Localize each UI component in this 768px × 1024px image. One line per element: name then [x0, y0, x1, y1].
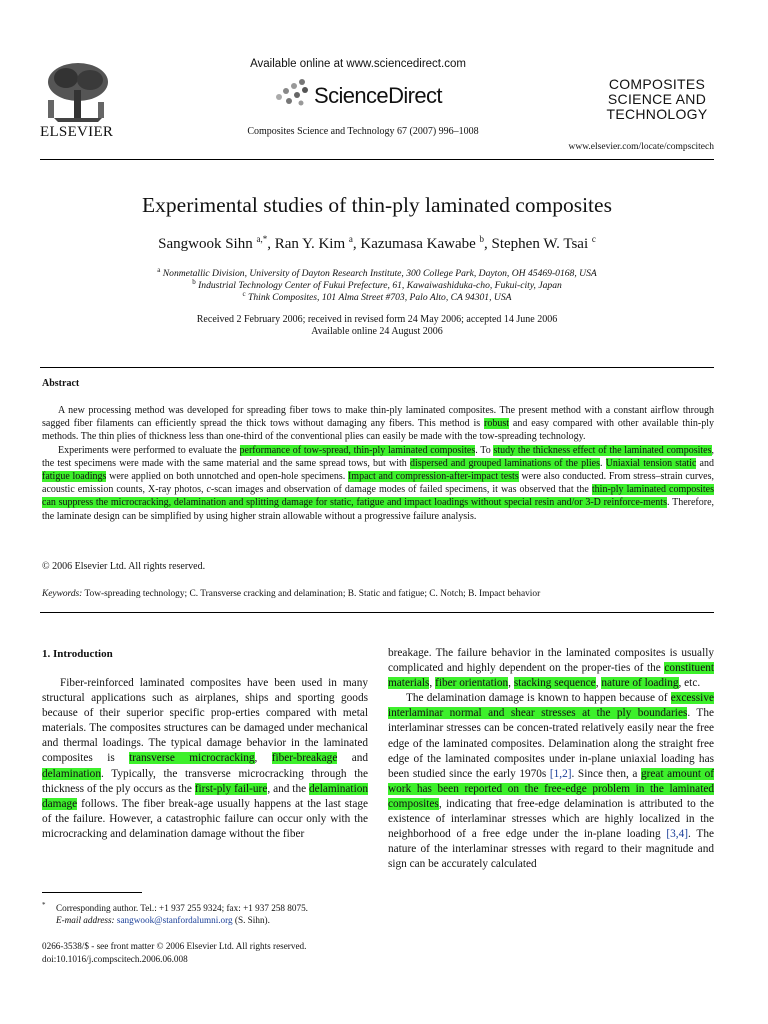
author-affiliation-mark[interactable]: a,* [256, 234, 268, 244]
copyright-notice: © 2006 Elsevier Ltd. All rights reserved. [42, 561, 206, 572]
keywords-text: Tow-spreading technology; C. Transverse cracking and delamination; B. Static and fatigue; C. Notch; B. Impact behavior [82, 589, 541, 599]
text-run: breakage. The failure behavior in the laminated composites is usually complicated and highly dependent on the proper-ties of the [388, 647, 714, 675]
keywords-label: Keywords: [42, 589, 83, 599]
text-run: were also conducted. From stress–strain curves, acoustic emission counts, X-ray photos, [42, 471, 715, 496]
text-run: , the test specimens were made with the same material and the same spread tows, but with [42, 444, 714, 469]
highlighted-phrase: fatigue loadings [42, 471, 107, 483]
author-affiliation-mark[interactable]: c [591, 234, 596, 244]
journal-url-link[interactable]: www.elsevier.com/locate/compscitech [568, 142, 714, 152]
affiliation-mark: c [242, 290, 246, 298]
email-label: E-mail address: [56, 915, 115, 926]
text-run: . [599, 457, 606, 469]
doi-line[interactable]: doi:10.1016/j.compscitech.2006.06.008 [42, 953, 188, 964]
affiliation-mark: b [192, 278, 196, 286]
author-name: Kazumasa Kawabe [360, 236, 476, 252]
abstract-paragraph [42, 404, 714, 444]
abstract-paragraph [42, 444, 714, 523]
keywords [42, 589, 714, 599]
highlighted-phrase: performance of tow-spread, thin-ply laminated composites [239, 444, 476, 456]
left-column [42, 676, 368, 842]
email-suffix: (S. Sihn). [232, 915, 270, 926]
highlighted-phrase: delamination [42, 767, 101, 780]
author-name: Ran Y. Kim [274, 236, 346, 252]
footnote [42, 899, 368, 926]
text-run: and [337, 752, 369, 765]
footnote-corresponding: Corresponding author. Tel.: +1 937 255 9324; fax: +1 937 258 8075. [56, 903, 308, 914]
citation-link[interactable]: [1,2] [549, 767, 572, 780]
journal-citation: Composites Science and Technology 67 (2007) 996–1008 [247, 126, 479, 137]
text-run: A new processing method was developed for spreading fiber tows to make thin-ply laminated composites. The present method with a constant airflow through sagged fiber filaments can efficiently spread the thick tows without damaging any fibers. This method is [42, 405, 714, 430]
author-name: Sangwook Sihn [158, 236, 253, 252]
abstract-divider-top [40, 367, 714, 368]
text-run: . The interlaminar stresses can be concen-trated relatively easily near the free edge of the laminated composites. Delamination along the straight free edge of the laminated composites under in-plane uniaxial loading has been studied since the early 1970s [388, 707, 714, 780]
highlighted-phrase: stacking sequence [513, 677, 596, 690]
section-heading: 1. Introduction [42, 648, 113, 660]
highlighted-phrase: delamination damage [42, 782, 369, 810]
text-run: and [696, 457, 714, 469]
affiliation-text: Think Composites, 101 Alma Street #703, Palo Alto, CA 94301, USA [248, 292, 512, 304]
journal-title [586, 77, 728, 122]
text-run: , [595, 677, 602, 690]
text-run: , and the [267, 782, 310, 795]
affiliation-mark: a [157, 266, 161, 274]
received-dates: Received 2 February 2006; received in revised form 24 May 2006; accepted 14 June 2006 [196, 314, 558, 325]
citation-link[interactable]: [3,4] [666, 828, 689, 841]
abstract-heading: Abstract [42, 378, 80, 389]
footnote-mark: * [42, 901, 46, 909]
author-affiliation-mark[interactable]: b [479, 234, 485, 244]
article-title: Experimental studies of thin-ply laminated composites [142, 193, 612, 217]
text-run: , [429, 677, 436, 690]
journal-title-line: SCIENCE AND [607, 91, 707, 107]
text-run: , etc. [678, 677, 701, 690]
body-paragraph [42, 676, 368, 842]
available-online-text[interactable]: Available online at www.sciencedirect.com [250, 58, 466, 70]
affiliation [40, 290, 714, 303]
right-column [388, 646, 714, 872]
text-run: c [206, 484, 211, 496]
text-run: . Therefore, the laminate design can be simplified by using higher strain allowable without a progressive failure analysis. [42, 497, 715, 522]
highlighted-phrase: fiber orientation [435, 677, 509, 690]
text-run: follows. The fiber break-age usually happens at the last stage of the failure. However, a catastrophic failure can occur only with the microcracking and delamination damage without the fiber [42, 797, 368, 840]
journal-title-line: COMPOSITES [608, 76, 706, 92]
elsevier-tree-logo-icon [40, 60, 116, 124]
text-run: , indicating that free-edge delamination is attributed to the existence of interlaminar stresses which are highly localized in the neighborhood of a free edge under the in-plane loading [388, 797, 714, 841]
highlighted-phrase: excessive interlaminar normal and shear stresses at the ply boundaries [388, 692, 714, 720]
highlighted-phrase: dispersed and grouped laminations of the plies [409, 457, 600, 469]
issn-info [42, 940, 372, 965]
highlighted-phrase: fiber-breakage [271, 752, 338, 765]
highlighted-phrase: robust [484, 418, 510, 430]
highlighted-phrase: Uniaxial tension static [605, 457, 697, 469]
text-run: . The nature of the interlaminar stresses with regard to their magnitude and sign can be accurately calculated [388, 828, 714, 871]
abstract-divider-bottom [40, 612, 714, 613]
journal-title-line: TECHNOLOGY [606, 106, 708, 122]
text-run: and easy compared with other available thin-ply methods. The thin plies of thickness less than one-third of the conventional plies can easily be made with the tow-spreading technology. [42, 418, 714, 443]
body-paragraph [388, 691, 714, 872]
issn-line: 0266-3538/$ - see front matter © 2006 Elsevier Ltd. All rights reserved. [42, 941, 307, 951]
author-list: Sangwook Sihn $^{a,*}$, Ran Y. Kim $^a$, Kazumasa Kawabe $^b$, Stephen W. Tsai $^c$ [158, 234, 596, 252]
highlighted-phrase: nature of loading [601, 677, 679, 690]
text-run: . Typically, the transverse microcracking through the thickness of the ply occurs as the [42, 767, 368, 795]
highlighted-phrase: first-ply fail-ure [194, 782, 268, 795]
text-run: -scan images and observation of damage modes of failed specimens, it was observed that the [210, 484, 592, 496]
highlighted-phrase: Impact and compression-after-impact tests [347, 471, 519, 483]
affiliation-text: Nonmetallic Division, University of Dayton Research Institute, 300 College Park, Dayton, OH 45469-0168, USA [162, 268, 597, 280]
sciencedirect-dots-icon [272, 78, 312, 108]
text-run: were applied on both unnotched and open-hole specimens. [106, 471, 348, 483]
highlighted-phrase: great amount of work has been reported on the free-edge problem in the laminated composites [388, 767, 714, 810]
text-run: The delamination damage is known to happen because of [406, 692, 671, 705]
highlighted-phrase: thin-ply laminated composites can suppress the microcracking, delamination and splitting damage for static, fatigue and impact loadings without special resin and/or 3-D reinforce-ments [42, 484, 715, 509]
publisher-name: ELSEVIER [40, 124, 114, 140]
highlighted-phrase: transverse microcracking [129, 752, 255, 765]
highlighted-phrase: study the thickness effect of the laminated composites [493, 444, 712, 456]
abstract-body [42, 404, 714, 523]
available-date: Available online 24 August 2006 [311, 326, 443, 337]
text-run: , [254, 752, 272, 765]
email-link[interactable]: sangwook@stanfordalumni.org [116, 915, 233, 926]
header-divider [40, 159, 714, 160]
affiliation-text: Industrial Technology Center of Fukui Prefecture, 61, Kawaiwashiduka-cho, Fukui-city, Japan [198, 280, 562, 292]
text-run: . To [475, 444, 494, 456]
footnote-divider [42, 892, 142, 893]
body-paragraph [388, 646, 714, 691]
author-affiliation-mark[interactable]: a [348, 234, 353, 244]
author-name: Stephen W. Tsai [491, 236, 589, 252]
sciencedirect-wordmark: ScienceDirect [314, 83, 442, 108]
text-run: , [508, 677, 514, 690]
text-run: . Since then, a [571, 767, 641, 780]
text-run: Experiments were performed to evaluate the [58, 444, 240, 456]
highlighted-phrase: constituent materials [388, 662, 714, 690]
text-run: Fiber-reinforced laminated composites have been used in many structural applications such as airplanes, ships and sporting goods because of their superior specific prop-erties compared with metal materials. The composites structures can be damaged under mechanical and thermal loadings. The typical damage behavior in the laminated composites is [42, 677, 368, 765]
